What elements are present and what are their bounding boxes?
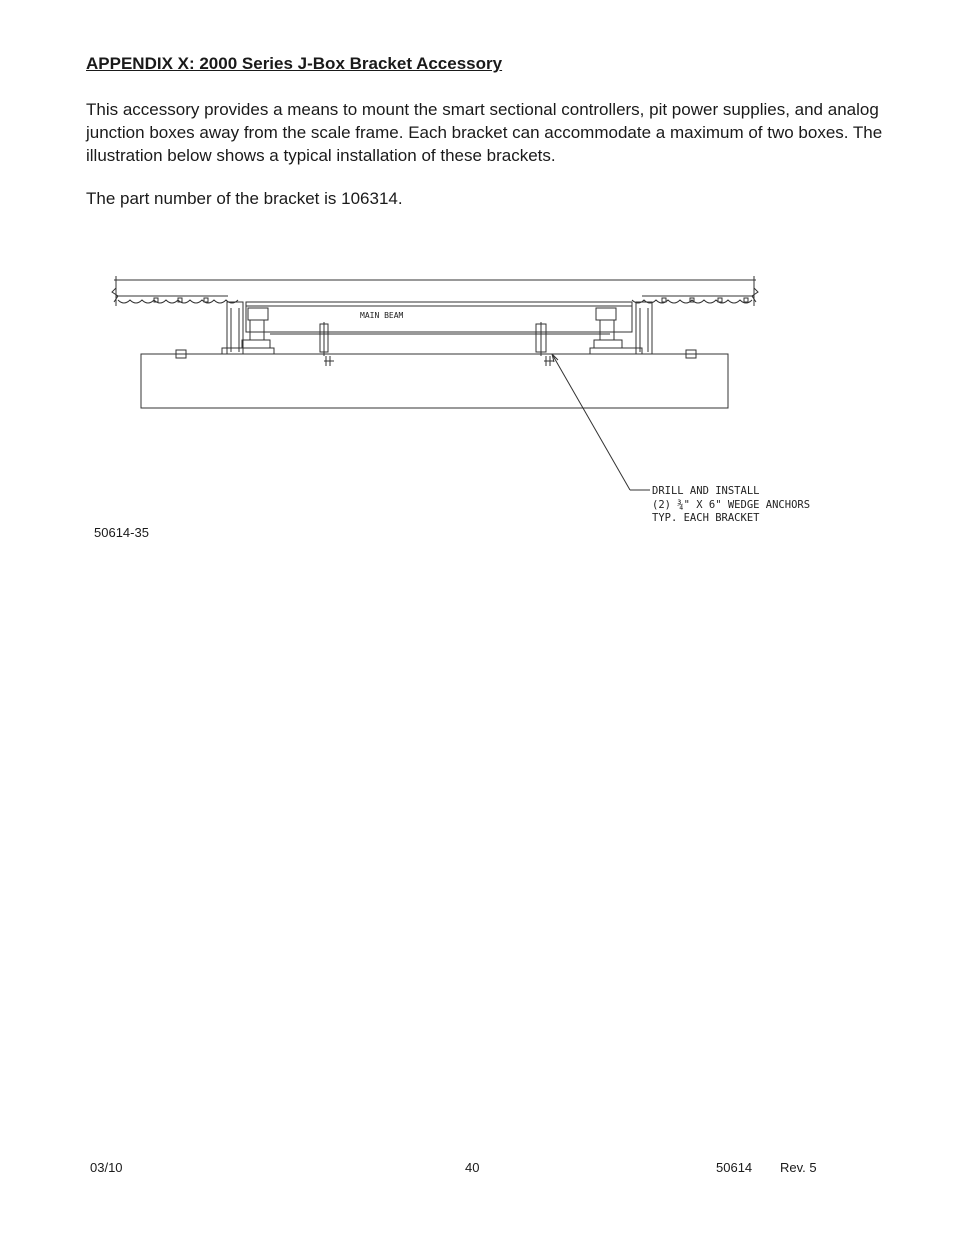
main-beam-label: MAIN BEAM	[360, 311, 404, 320]
pit-foundation	[141, 354, 728, 408]
deck-left-edge	[112, 288, 118, 302]
part-number-paragraph: The part number of the bracket is 106314.	[86, 189, 403, 208]
footer-revision: Rev. 5	[780, 1160, 817, 1175]
left-load-cell	[248, 308, 268, 320]
footer-page-number: 40	[465, 1160, 480, 1175]
intro-paragraph: This accessory provides a means to mount the smart sectional controllers, pit power supplies, and analog junction boxes away from the scale frame. Each bracket can accommodate a maximum of two boxes. The illustration below shows a typical installation of these brackets.	[86, 100, 883, 165]
callout-line-3: TYP. EACH BRACKET	[652, 512, 760, 524]
page-heading: APPENDIX X: 2000 Series J-Box Bracket Accessory	[86, 54, 503, 73]
footer-date: 03/10	[90, 1160, 123, 1175]
left-support	[227, 302, 243, 354]
footer-doc-number: 50614	[716, 1160, 753, 1175]
figure-id: 50614-35	[94, 525, 149, 540]
right-support	[636, 302, 652, 354]
right-load-cell	[596, 308, 616, 320]
callout-leader	[552, 354, 630, 490]
callout-line-2: (2) ¾" X 6" WEDGE ANCHORS	[652, 499, 811, 511]
bracket-installation-drawing	[100, 268, 860, 530]
callout-line-1: DRILL AND INSTALL	[652, 485, 760, 497]
deck-right-edge	[752, 288, 758, 302]
